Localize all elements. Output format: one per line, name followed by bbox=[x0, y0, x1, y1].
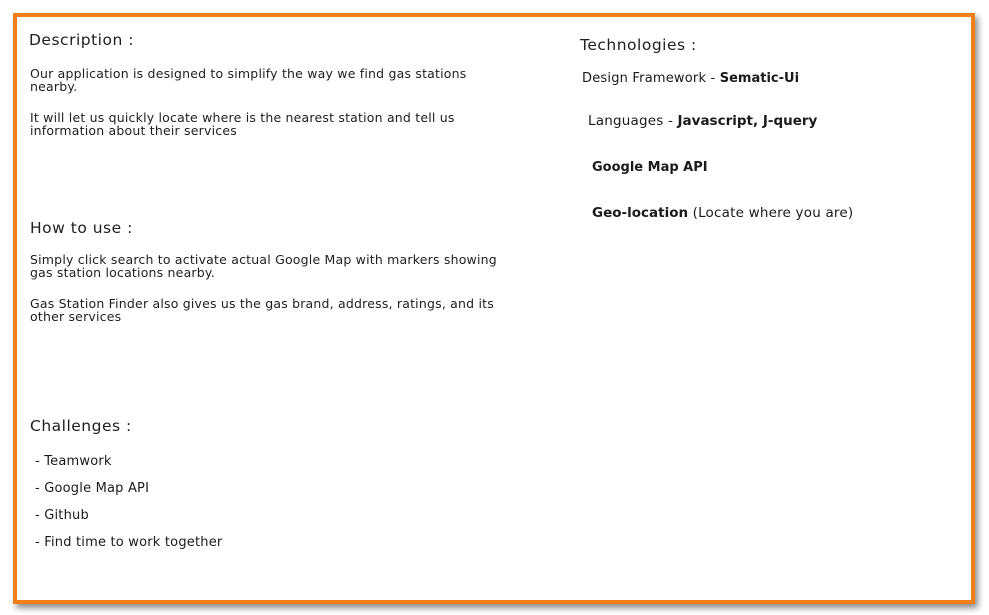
challenge-item: - Teamwork bbox=[35, 454, 112, 469]
description-heading: Description : bbox=[29, 31, 134, 49]
languages-line bbox=[588, 113, 817, 129]
how-to-use-paragraph-1: Simply click search to activate actual Google Map with markers showing gas station locations nearby. bbox=[30, 252, 497, 280]
how-to-use-heading: How to use : bbox=[30, 219, 133, 237]
languages-label: Languages - bbox=[588, 113, 678, 129]
challenges-heading: Challenges : bbox=[30, 417, 132, 435]
google-map-api-line: Google Map API bbox=[592, 160, 708, 175]
languages-value: Javascript, J-query bbox=[677, 113, 818, 129]
technologies-heading: Technologies : bbox=[580, 36, 697, 54]
challenge-item: - Github bbox=[35, 508, 89, 523]
geolocation-value: Geo-location bbox=[592, 205, 689, 221]
design-framework-label: Design Framework - bbox=[582, 71, 720, 86]
challenge-item: - Find time to work together bbox=[35, 535, 223, 550]
geolocation-line bbox=[592, 205, 853, 221]
design-framework-line bbox=[582, 71, 799, 86]
how-to-use-paragraph-2: Gas Station Finder also gives us the gas brand, address, ratings, and its other services bbox=[30, 296, 494, 324]
challenge-item: - Google Map API bbox=[35, 481, 150, 496]
design-framework-value: Sematic-Ui bbox=[719, 71, 800, 86]
geolocation-note: (Locate where you are) bbox=[688, 205, 854, 221]
description-paragraph-1: Our application is designed to simplify the way we find gas stations nearby. bbox=[30, 66, 467, 94]
description-paragraph-2: It will let us quickly locate where is the nearest station and tell us information about their services bbox=[30, 110, 455, 138]
